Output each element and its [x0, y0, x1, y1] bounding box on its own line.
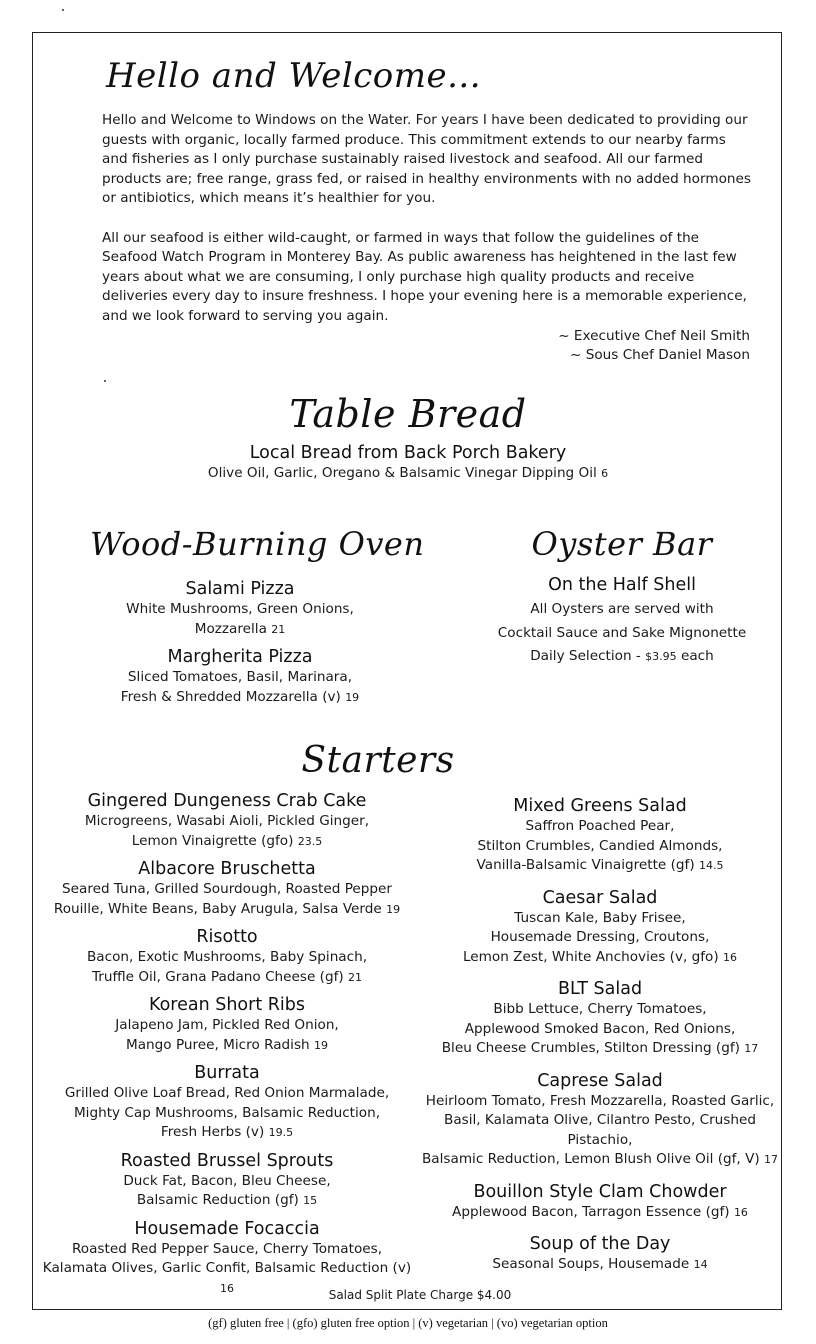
item-desc-text: Rouille, White Beans, Baby Arugula, Salsa Verde — [53, 900, 382, 917]
item-desc-text: Fresh & Shredded Mozzarella (v) — [120, 688, 341, 705]
item-desc-text: Vanilla-Balsamic Vinaigrette (gf) — [476, 857, 695, 873]
item-desc-text: Lemon Vinaigrette (gfo) — [131, 832, 294, 849]
item-price: 17 — [744, 1042, 759, 1055]
oyster-price-suffix: each — [680, 648, 714, 664]
menu-item — [90, 646, 390, 707]
wood-oven-heading: Wood-Burning Oven — [90, 525, 425, 563]
oyster-bar-section — [472, 520, 772, 669]
item-name: Margherita Pizza — [167, 647, 313, 667]
item-name: Burrata — [194, 1063, 260, 1083]
wood-oven-section — [90, 520, 425, 714]
item-desc-line: Applewood Smoked Bacon, Red Onions, — [464, 1020, 736, 1037]
stray-mark — [62, 9, 64, 11]
item-desc-text: Applewood Bacon, Tarragon Essence (gf) — [452, 1203, 730, 1220]
item-desc-line — [420, 1150, 780, 1170]
item-price: 14.5 — [698, 859, 724, 872]
item-name: BLT Salad — [557, 979, 643, 999]
menu-item — [40, 1062, 414, 1143]
menu-item — [420, 1070, 780, 1170]
item-name: Caesar Salad — [542, 887, 658, 908]
item-desc-text: Mango Puree, Micro Radish — [126, 1036, 310, 1053]
welcome-text — [102, 111, 752, 327]
item-name: Risotto — [196, 927, 258, 947]
item-desc-line: Tuscan Kale, Baby Frisee, — [514, 909, 686, 926]
table-bread-price: 6 — [601, 467, 609, 480]
item-desc-line — [420, 948, 780, 968]
starters-right-column — [420, 795, 780, 1282]
item-name: Korean Short Ribs — [148, 995, 306, 1015]
item-desc-text: Fresh Herbs (v) — [160, 1124, 265, 1140]
item-desc-line: Roasted Red Pepper Sauce, Cherry Tomatoes, — [71, 1240, 383, 1257]
oyster-desc-line: Cocktail Sauce and Sake Mignonette — [497, 624, 747, 641]
item-desc-line: Bacon, Exotic Mushrooms, Baby Spinach, — [86, 949, 368, 965]
item-name: Albacore Bruschetta — [138, 859, 316, 879]
item-desc-line: Housemade Dressing, Croutons, — [490, 929, 710, 945]
item-desc-text: Truffle Oil, Grana Padano Cheese (gf) — [91, 968, 344, 985]
item-price: 17 — [764, 1153, 779, 1166]
table-bread-desc-text: Olive Oil, Garlic, Oregano & Balsamic Vinegar Dipping Oil — [207, 465, 597, 481]
item-price: 19 — [386, 902, 401, 916]
item-desc-text: Seasonal Soups, Housemade — [492, 1256, 690, 1272]
item-desc-text: Balsamic Reduction (gf) — [136, 1192, 299, 1208]
item-desc-line — [90, 620, 390, 640]
welcome-paragraph-1: Hello and Welcome to Windows on the Water. For years I have been dedicated to providing our guests with organic, locally farmed produce. This commitment extends to our nearby farms and fisheries as I only purchase sustainably raised livestock and seafood. All our farmed products are; free range, grass fed, or raised in healthy environments with no added hormones or antibiotics, which means it’s healthier for you. — [102, 112, 751, 207]
oyster-daily-text: Daily Selection - — [530, 648, 641, 664]
item-name: Salami Pizza — [185, 579, 295, 599]
item-desc-line: Heirloom Tomato, Fresh Mozzarella, Roasted Garlic, — [425, 1092, 775, 1109]
item-desc-line: Basil, Kalamata Olive, Cilantro Pesto, Crushed Pistachio, — [444, 1112, 756, 1148]
item-price: 23.5 — [297, 834, 323, 848]
item-name: Gingered Dungeness Crab Cake — [87, 791, 367, 811]
item-desc-line: White Mushrooms, Green Onions, — [126, 601, 354, 617]
item-desc-line: Stilton Crumbles, Candied Almonds, — [477, 837, 723, 854]
menu-item — [420, 795, 780, 876]
item-price: 15 — [303, 1194, 318, 1207]
oyster-desc-line — [472, 645, 772, 669]
item-desc-line — [90, 688, 390, 708]
item-desc-line — [40, 968, 414, 988]
menu-item — [40, 1150, 414, 1211]
item-desc-line — [40, 900, 414, 920]
item-desc-text: Balsamic Reduction, Lemon Blush Olive Oil (gf, V) — [421, 1151, 760, 1167]
item-desc-text: Lemon Zest, White Anchovies (v, gfo) — [462, 948, 719, 965]
item-desc-text: Bleu Cheese Crumbles, Stilton Dressing (gf) — [441, 1040, 740, 1056]
item-desc-line — [40, 1123, 414, 1143]
oyster-bar-heading: Oyster Bar — [531, 525, 713, 563]
starters-left-column — [40, 790, 414, 1305]
menu-item — [420, 978, 780, 1059]
menu-item — [420, 1181, 780, 1223]
item-price: 16 — [723, 950, 738, 964]
item-desc-line — [40, 1036, 414, 1056]
item-price: 14 — [693, 1258, 708, 1271]
item-desc-line — [40, 1191, 414, 1211]
menu-item — [40, 926, 414, 987]
item-desc-line — [420, 1203, 780, 1223]
item-desc-line: Seared Tuna, Grilled Sourdough, Roasted Pepper — [62, 881, 392, 897]
item-price: 16 — [220, 1281, 234, 1295]
item-name: Caprese Salad — [537, 1070, 663, 1091]
dietary-legend: (gf) gluten free | (gfo) gluten free option | (v) vegetarian | (vo) vegetarian option — [208, 1316, 608, 1330]
item-name: Mixed Greens Salad — [513, 796, 687, 816]
signature-executive-chef: ~ Executive Chef Neil Smith — [558, 328, 750, 344]
item-desc-line: Sliced Tomatoes, Basil, Marinara, — [127, 669, 353, 685]
menu-item — [90, 578, 390, 639]
item-desc-line — [420, 1255, 780, 1275]
menu-item — [40, 790, 414, 851]
table-bread-heading: Table Bread — [289, 392, 527, 436]
item-price: 19.5 — [268, 1126, 294, 1139]
item-name: Soup of the Day — [529, 1234, 671, 1254]
item-desc-line: Microgreens, Wasabi Aioli, Pickled Ginger, — [84, 813, 370, 829]
item-name: Housemade Focaccia — [134, 1218, 320, 1239]
menu-item — [420, 1233, 780, 1275]
starters-heading: Starters — [301, 740, 455, 781]
stray-mark — [104, 380, 106, 382]
item-price: 21 — [348, 970, 363, 984]
item-desc-text: Mozzarella — [194, 620, 267, 637]
item-name: Roasted Brussel Sprouts — [120, 1150, 334, 1171]
welcome-paragraph-2: All our seafood is either wild-caught, or farmed in ways that follow the guidelines of the Seafood Watch Program in Monterey Bay. As public awareness has heightened in the last few years about what we are consuming, I only purchase high quality products and receive deliveries every day to insure freshness. I hope your evening here is a memorable experience, and we look forward to serving you again. — [102, 229, 747, 324]
item-price: 16 — [733, 1205, 748, 1219]
item-desc-line — [420, 856, 780, 876]
item-price: 19 — [314, 1038, 328, 1052]
table-bread-name: Local Bread from Back Porch Bakery — [249, 443, 567, 463]
item-desc-line: Duck Fat, Bacon, Bleu Cheese, — [123, 1172, 331, 1189]
item-price: 21 — [271, 622, 286, 636]
oyster-item-name: On the Half Shell — [548, 575, 696, 595]
signature-sous-chef: ~ Sous Chef Daniel Mason — [570, 347, 750, 363]
item-desc-line — [40, 832, 414, 852]
item-name: Bouillon Style Clam Chowder — [473, 1181, 727, 1202]
menu-item — [40, 858, 414, 919]
item-desc-line: Grilled Olive Loaf Bread, Red Onion Marmalade, — [64, 1085, 390, 1101]
oyster-desc-line: All Oysters are served with — [530, 601, 714, 617]
menu-item — [40, 994, 414, 1055]
item-price: 19 — [345, 690, 360, 704]
item-desc-line: Mighty Cap Mushrooms, Balsamic Reduction, — [73, 1104, 381, 1121]
table-bread-desc — [0, 464, 816, 484]
oyster-price: $3.95 — [645, 650, 677, 663]
item-desc-line — [420, 1039, 780, 1059]
welcome-heading: Hello and Welcome... — [106, 56, 482, 96]
item-desc-text: Kalamata Olives, Garlic Confit, Balsamic Reduction (v) — [42, 1260, 412, 1276]
menu-item — [420, 887, 780, 968]
salad-split-charge: Salad Split Plate Charge $4.00 — [328, 1288, 512, 1302]
item-desc-line: Saffron Poached Pear, — [525, 818, 675, 834]
item-desc-line: Jalapeno Jam, Pickled Red Onion, — [115, 1017, 339, 1033]
item-desc-line: Bibb Lettuce, Cherry Tomatoes, — [493, 1001, 707, 1017]
